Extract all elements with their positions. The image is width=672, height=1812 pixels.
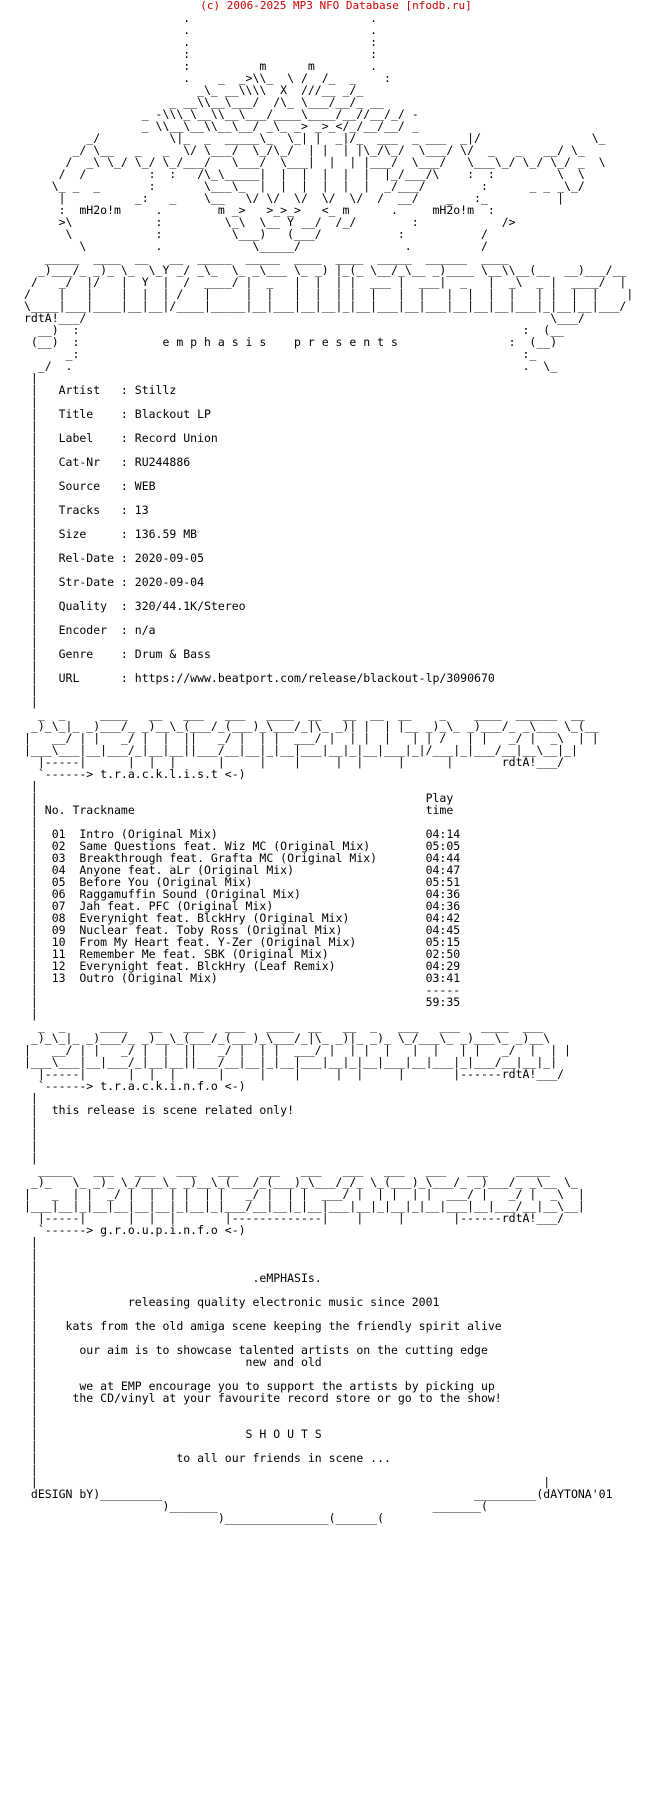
trackinfo-spacer: | — [24, 1091, 38, 1105]
nfo-document — [24, 12, 633, 1524]
info-field-encoder: | Encoder : n/a — [24, 623, 156, 637]
tracklist-spacer: | — [24, 815, 38, 829]
groupinfo-line: | new and old — [24, 1355, 322, 1369]
nfodb-copyright-header: (c) 2006-2025 MP3 NFO Database [nfodb.ru] — [200, 0, 472, 12]
trackinfo-section — [24, 1092, 633, 1164]
info-spacer: | — [24, 659, 38, 673]
track-row: | 12 Everynight feat. BlckHry (Leaf Remix) 04:29 — [24, 959, 461, 973]
info-spacer: | — [24, 587, 38, 601]
tracklist-section — [24, 780, 633, 1020]
groupinfo-line: | — [24, 1331, 38, 1345]
info-field-size: | Size : 136.59 MB — [24, 527, 198, 541]
info-spacer: | — [24, 695, 38, 709]
info-spacer: | — [24, 563, 38, 577]
emphasis-presents-banner: __) : : (__ (__) : e m p h a s i s p r e s e n t s : (__) _: :_ _/ . . \_ — [30, 323, 565, 373]
track-row: | 13 Outro (Original Mix) 03:41 — [24, 971, 461, 985]
info-field-str-date: | Str-Date : 2020-09-04 — [24, 575, 205, 589]
tracklist-header-play: | Play — [24, 791, 454, 805]
track-row: | 04 Anyone feat. aLr (Original Mix) 04:47 — [24, 863, 461, 877]
groupinfo-line: | the CD/vinyl at your favourite record store or go to the show! — [24, 1391, 502, 1405]
groupinfo-line: | — [24, 1367, 38, 1381]
ascii-logo-main: _____ ____ __ __ _____ _____ ____ ____ _____ ______ ____ _)___/_ _)_ \_ \_Y _/ _\_ \_ _\___ \_ _) |_(_ \__/_\__ _)____ \__\\__(__ __)___/__ / _/ |/ | Y | / ____/ | _ | | | | ___ | ___| _ | _\ _ | ____/ | / | | | | | / | | | | | | | | | | | | | | | | | | | \____|___|____|__|__|/____|_____|__|___|__|__|_|__|___|__|___|__|__|__|___|_|__|__|___/ rdtA!___/ \___/ — [24, 251, 634, 325]
groupinfo-spacer: | — [24, 1235, 38, 1249]
groupinfo-spacer: | — [24, 1247, 38, 1261]
info-field-cat-nr: | Cat-Nr : RU244886 — [24, 455, 191, 469]
groupinfo-line: | kats from the old amiga scene keeping the friendly spirit alive — [24, 1319, 502, 1333]
info-field-label: | Label : Record Union — [24, 431, 218, 445]
groupinfo-spacer: | — [24, 1463, 38, 1477]
info-spacer: | — [24, 635, 38, 649]
ascii-logo-groupinfo: _____ ___ ___ ___ ___ ___ ___ ___ ___ ___ ___ _____ _)_ \_ _)_ \_/___\_ _)__\_(___/_(___)_\___/_/_ \_(___)_\___/_ _)___/_ _\__ \_ | _ | | _/ | | | | | | _/ | | | ___/ | | | | | ___/ | _/ | _\ | |___|__|_|__|__|__|__|_|__|_|___/__|__|_|__|___|__|_|__|_|__|___|__|___/__|__\__| |-----| | | | |-------------| | | |------rdtA!___/ `------> g.r.o.u.p.i.n.f.o <-) — [24, 1163, 585, 1237]
info-spacer: | — [24, 443, 38, 457]
info-field-quality: | Quality : 320/44.1K/Stereo — [24, 599, 246, 613]
release-info-section — [24, 372, 633, 708]
tracklist-separator: | ----- — [24, 983, 461, 997]
track-row: | 07 Jah feat. PFC (Original Mix) 04:36 — [24, 899, 461, 913]
info-field-source: | Source : WEB — [24, 479, 156, 493]
trackinfo-spacer: | — [24, 1127, 38, 1141]
info-spacer: | — [24, 515, 38, 529]
track-row: | 08 Everynight feat. BlckHry (Original Mix) 04:42 — [24, 911, 461, 925]
info-spacer: | — [24, 683, 38, 697]
tracklist-total: | 59:35 — [24, 995, 461, 1009]
groupinfo-line: | S H O U T S — [24, 1427, 322, 1441]
groupinfo-line: | — [24, 1283, 38, 1297]
info-field-artist: | Artist : Stillz — [24, 383, 177, 397]
trackinfo-spacer: | — [24, 1151, 38, 1165]
info-field-title: | Title : Blackout LP — [24, 407, 211, 421]
groupinfo-line: | releasing quality electronic music since 2001 — [24, 1295, 440, 1309]
ascii-logo-trackinfo: _ _ ____ __ ___ ___ ____ __ __ _ ___ ___ ____ ___ _)_\_|_ _)___/_ _)__\_(___/_(___)_\___/_|\_ _)|_ _)_ \_/___\_ _)___\_ _)__\ | __/ | | _/ | | || _/ | | | ___/ | | | | | | | | _/ | | | |___\___|__|___/_|__|__||___/__|__|_|__|___|__|_|__|___|__|___|_|___/__|__|_| |-----| | | | | | | | | | |------rdtA!___/ `------> t.r.a.c.k.i.n.f.o <-) — [24, 1019, 571, 1093]
track-row: | 02 Same Questions feat. Wiz MC (Original Mix) 05:05 — [24, 839, 461, 853]
groupinfo-line: | — [24, 1403, 38, 1417]
info-field-tracks: | Tracks : 13 — [24, 503, 149, 517]
track-row: | 06 Raggamuffin Sound (Original Mix) 04:36 — [24, 887, 461, 901]
groupinfo-line: | — [24, 1415, 38, 1429]
info-field-genre: | Genre : Drum & Bass — [24, 647, 211, 661]
ascii-footer: | | dESIGN bY)_________ _________(dAYTONA'01 )_______ _______( )_______________(______( — [30, 1475, 613, 1525]
groupinfo-line: | — [24, 1439, 38, 1453]
info-spacer: | — [24, 371, 38, 385]
info-spacer: | — [24, 611, 38, 625]
tracklist-spacer: | — [24, 1007, 38, 1021]
groupinfo-spacer: | — [24, 1259, 38, 1273]
groupinfo-line: | we at EMP encourage you to support the artists by picking up — [24, 1379, 495, 1393]
info-spacer: | — [24, 491, 38, 505]
info-field-rel-date: | Rel-Date : 2020-09-05 — [24, 551, 205, 565]
track-row: | 11 Remember Me feat. SBK (Original Mix) 02:50 — [24, 947, 461, 961]
trackinfo-spacer: | — [24, 1139, 38, 1153]
info-spacer: | — [24, 395, 38, 409]
ascii-art-top: . . . . . : : : : m m . . _ _>\\_ \ / /_ _ : _\_ __\\\\ X ///__ _/_ _ __\\__\___/ /\_ \___/__/_ __ _ -\\\_\__\\__\___/____\____/__//__/_/ - _ \\__\__\\__\__/ _\_ _> _>_</_/__/__/ _ _/ \|_ _ _____\_ \_| | _|/_ ___ _ ___ _|/ \_ _/ \__ _ _ \/ \___/ \_/\_/ | | | |\_/\_/ \___/ \/ _ _ __/ \_ / _\ \_/ \_/ \_/___/ \___/ \___| | | |___/ \___/ \___\_/ \_/ \_/ _ \ / / : : /\_\_____| | | | | | |_/___/\ : : \ \ \_ _ _ : \___\_ | | | | | | _/___/ : _ _ _\_/ | _: _ \__ \/ \/ \/ \/ \/ / __/ _ :_ | : mH2o!m . m _> >_>_> <_ m . mH2o!m : >\ : \_\ \__ Y __/ /_/ : /> \ : \___) (___/ : / \ . \_____/ . / — [51, 11, 606, 253]
track-row: | 03 Breakthrough feat. Grafta MC (Original Mix) 04:44 — [24, 851, 461, 865]
track-row: | 05 Before You (Original Mix) 05:51 — [24, 875, 461, 889]
track-row: | 01 Intro (Original Mix) 04:14 — [24, 827, 461, 841]
info-field-url: | URL : https://www.beatport.com/release/blackout-lp/3090670 — [24, 671, 495, 685]
trackinfo-spacer: | — [24, 1115, 38, 1129]
info-spacer: | — [24, 467, 38, 481]
tracklist-spacer: | — [24, 779, 38, 793]
ascii-logo-tracklist: _ _ ____ __ ___ ___ ____ __ __ __ __ _ ____ ______ __ _)_\_|_ _)___/_ _)__\_(___/_(___)_\___/_|\_ _)| | | |__ _)_\_ _)___/_ _\___ \_(__ | __/ | | _/ | | || _/ | | | ___/ | | | | | | / | | _/ | _\ | | |___\___|__|___/_|__|__||___/__|__|_|__|___|__|_|__|___|_|/___|_|___/__|__\__|_| |-----| | | | | | | | | | | rdtA!___/ `------> t.r.a.c.k.l.i.s.t <-) — [24, 707, 599, 781]
tracklist-header: | No. Trackname time — [24, 803, 454, 817]
groupinfo-line: | our aim is to showcase talented artists on the cutting edge — [24, 1343, 488, 1357]
groupinfo-line: | .eMPHASIs. — [24, 1271, 322, 1285]
groupinfo-line: | — [24, 1307, 38, 1321]
trackinfo-text: | this release is scene related only! — [24, 1103, 295, 1117]
info-spacer: | — [24, 419, 38, 433]
info-spacer: | — [24, 539, 38, 553]
groupinfo-section — [24, 1236, 633, 1476]
groupinfo-line: | to all our friends in scene ... — [24, 1451, 391, 1465]
track-row: | 10 From My Heart feat. Y-Zer (Original Mix) 05:15 — [24, 935, 461, 949]
track-row: | 09 Nuclear feat. Toby Ross (Original Mix) 04:45 — [24, 923, 461, 937]
